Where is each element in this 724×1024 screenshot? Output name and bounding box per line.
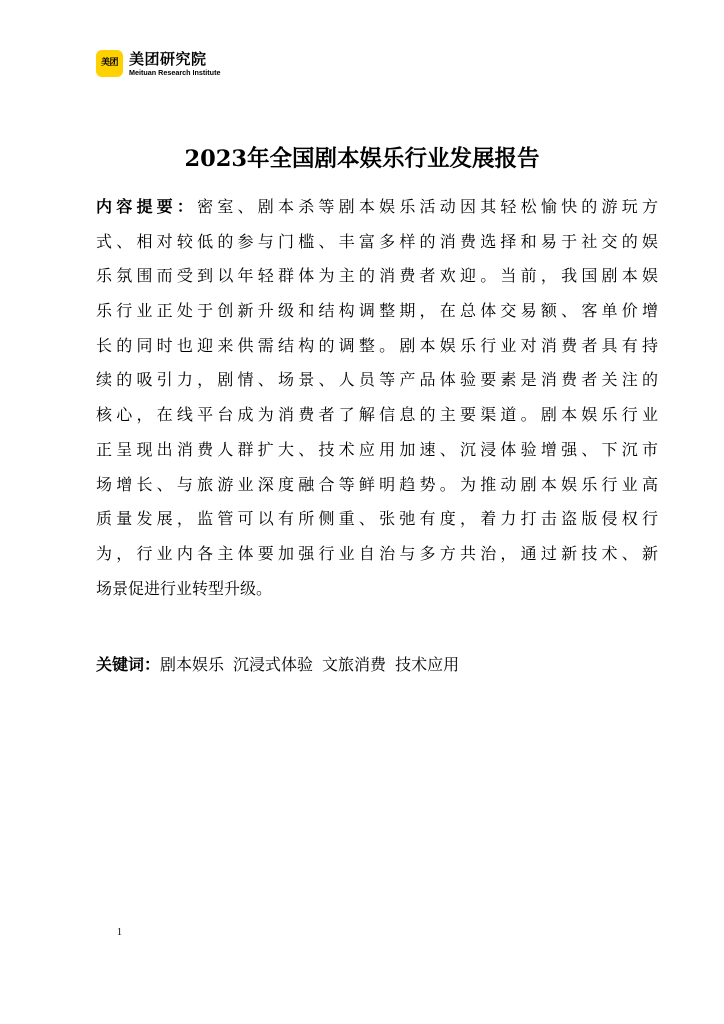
- abstract-line: 正呈现出消费人群扩大、技术应用加速、沉浸体验增强、下沉市: [96, 439, 658, 459]
- org-name-cn: 美团研究院: [129, 49, 207, 68]
- keyword-item: 技术应用: [395, 655, 460, 674]
- abstract-line: 场景促进行业转型升级。: [96, 578, 273, 598]
- abstract-line: 乐行业正处于创新升级和结构调整期，在总体交易额、客单价增: [96, 301, 658, 321]
- abstract-line: 为，行业内各主体要加强行业自治与多方共治，通过新技术、新: [96, 543, 658, 563]
- header-logo: [96, 50, 220, 77]
- abstract-line: 式、相对较低的参与门槛、丰富多样的消费选择和易于社交的娱: [96, 231, 658, 251]
- abstract-line-text: 密室、剧本杀等剧本娱乐活动因其轻松愉快的游玩方: [197, 197, 658, 216]
- abstract-label: 内容提要：: [96, 197, 198, 216]
- keywords: [96, 648, 468, 682]
- document-title: 2023年全国剧本娱乐行业发展报告: [184, 146, 540, 172]
- abstract-line: 场增长、与旅游业深度融合等鲜明趋势。为推动剧本娱乐行业高: [96, 474, 658, 494]
- logo-text: [129, 51, 220, 77]
- abstract-line: 续的吸引力，剧情、场景、人员等产品体验要素是消费者关注的: [96, 370, 658, 390]
- keyword-item: 文旅消费: [322, 655, 387, 674]
- keywords-label: 关键词：: [96, 655, 161, 674]
- org-name-en: Meituan Research Institute: [129, 67, 221, 77]
- abstract-line: 核心，在线平台成为消费者了解信息的主要渠道。剧本娱乐行业: [96, 405, 658, 425]
- abstract-line: 长的同时也迎来供需结构的调整。剧本娱乐行业对消费者具有持: [96, 335, 658, 355]
- abstract-line: 乐氛围而受到以年轻群体为主的消费者欢迎。当前，我国剧本娱: [96, 266, 658, 286]
- abstract-paragraph: [96, 190, 658, 606]
- keyword-item: 沉浸式体验: [233, 655, 314, 674]
- keyword-item: 剧本娱乐: [160, 655, 225, 674]
- meituan-logo-icon: 美团: [96, 50, 123, 77]
- page-number: 1: [117, 927, 122, 938]
- abstract-line: 质量发展，监管可以有所侧重、张弛有度，着力打击盗版侵权行: [96, 509, 658, 529]
- abstract-line: [96, 190, 658, 225]
